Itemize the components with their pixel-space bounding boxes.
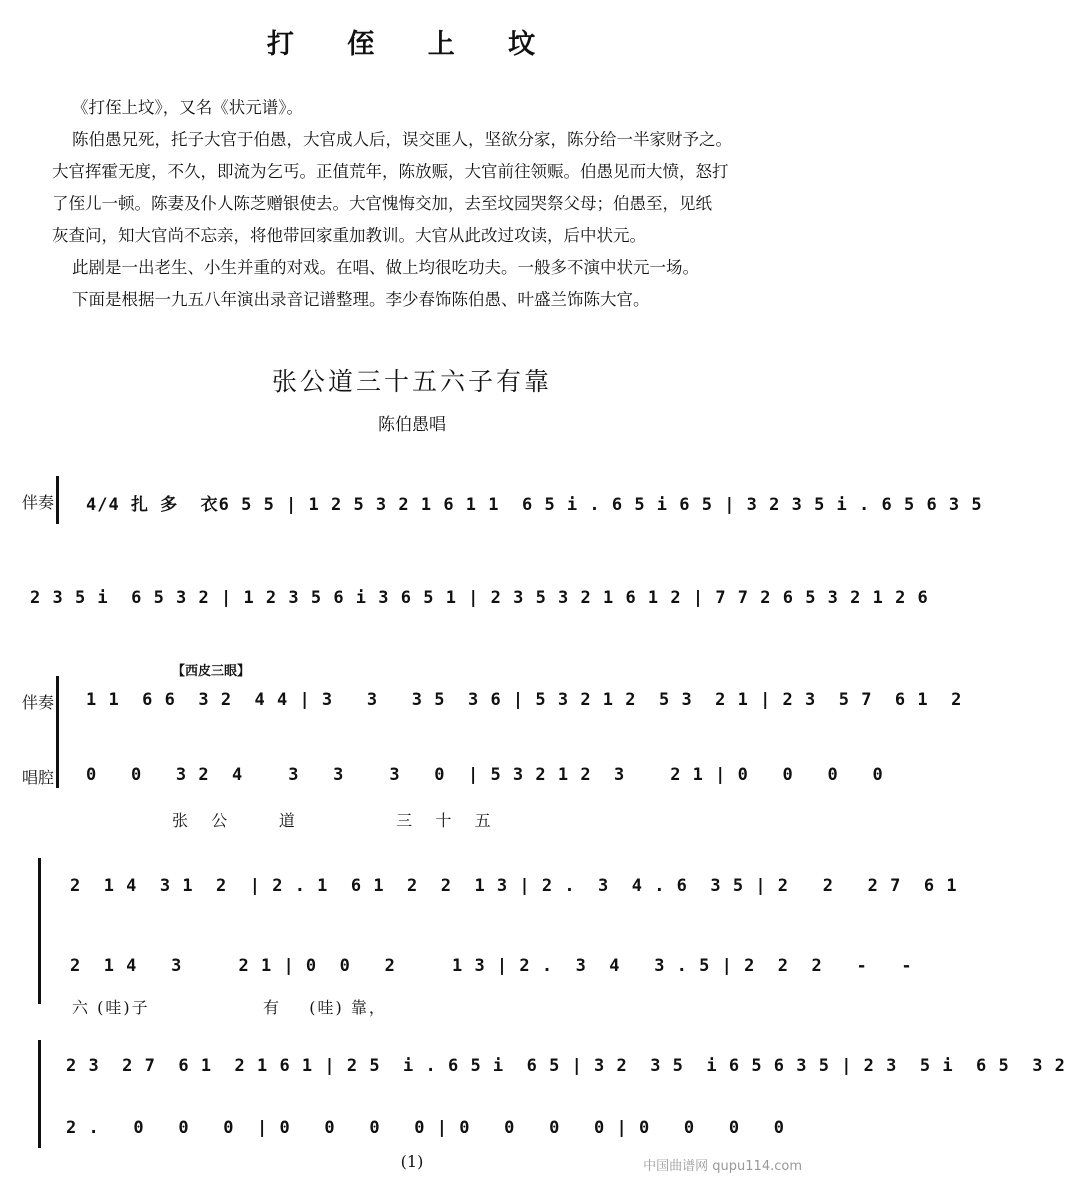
- score-line-4-accomp: 2 1 4 3 1 2 | 2 . 1 6 1 2 2 1 3 | 2 . 3 4 . 6 3 5 | 2 2 2 7 6 1: [70, 876, 958, 896]
- intro-text-notes: [72, 252, 792, 316]
- system-brace: [56, 676, 59, 788]
- accompaniment-label: 伴奏: [22, 493, 55, 512]
- intro-line: 了侄儿一顿。陈妻及仆人陈芝赠银使去。大官愧悔交加，去至坟园哭祭父母；伯愚至，见纸: [52, 194, 712, 213]
- intro-line: 此剧是一出老生、小生并重的对戏。在唱、做上均很吃功夫。一般多不演中状元一场。: [72, 258, 699, 277]
- system-brace: [38, 1040, 41, 1148]
- vocal-label: 唱腔: [22, 768, 55, 787]
- accompaniment-label: 伴奏: [22, 693, 55, 712]
- page-title: 打 侄 上 坟: [266, 29, 558, 60]
- intro-text-cont: [52, 156, 804, 252]
- score-line-3-accomp: 1 1 6 6 3 2 4 4 | 3 3 3 5 3 6 | 5 3 2 1 2 5 3 2 1 | 2 3 5 7 6 1 2: [86, 690, 963, 710]
- score-line-5-accomp: 2 3 2 7 6 1 2 1 6 1 | 2 5 i . 6 5 i 6 5 | 3 2 3 5 i 6 5 6 3 5 | 2 3 5 i 6 5 3 2: [66, 1056, 1066, 1076]
- singer-credit: 陈伯愚唱: [378, 415, 446, 435]
- score-line-3-vocal: 0 0 3 2 4 3 3 3 0 | 5 3 2 1 2 3 2 1 | 0 0 0 0: [86, 765, 884, 785]
- intro-line: 《打侄上坟》，又名《状元谱》。: [72, 98, 303, 117]
- intro-text: [72, 92, 792, 156]
- system-brace: [38, 858, 41, 1004]
- lyrics-line-1: 张 公 道 三 十 五: [172, 811, 493, 830]
- score-line-1: 4/4 扎 多 衣6 5 5 | 1 2 5 3 2 1 6 1 1 6 5 i . 6 5 i 6 5 | 3 2 3 5 i . 6 5 6 3 5: [86, 495, 983, 515]
- score-line-2: 2 3 5 i 6 5 3 2 | 1 2 3 5 6 i 3 6 5 1 | 2 3 5 3 2 1 6 1 2 | 7 7 2 6 5 3 2 1 2 6: [30, 588, 929, 608]
- section-marker: 【西皮三眼】: [172, 664, 251, 679]
- lyrics-line-2: 六 (哇)子 有 (哇) 靠，: [72, 998, 387, 1017]
- intro-line: 下面是根据一九五八年演出录音记谱整理。李少春饰陈伯愚、叶盛兰饰陈大官。: [72, 290, 650, 309]
- aria-title: 张公道三十五六子有靠: [271, 367, 552, 396]
- system-brace: [56, 476, 59, 524]
- page-number: (1): [400, 1152, 424, 1171]
- intro-line: 陈伯愚兄死，托子大官于伯愚，大官成人后，误交匪人，坚欲分家，陈分给一半家财予之。: [72, 130, 732, 149]
- watermark: 中国曲谱网 qupu114.com: [643, 1159, 802, 1174]
- score-line-5-vocal: 2 . 0 0 0 | 0 0 0 0 | 0 0 0 0 | 0 0 0 0: [66, 1118, 786, 1138]
- score-line-4-vocal: 2 1 4 3 2 1 | 0 0 2 1 3 | 2 . 3 4 3 . 5 | 2 2 2 - -: [70, 956, 913, 976]
- intro-line: 大官挥霍无度，不久，即流为乞丐。正值荒年，陈放赈，大官前往领赈。伯愚见而大愤，怒打: [52, 162, 729, 181]
- intro-line: 灰查问，知大官尚不忘亲，将他带回家重加教训。大官从此改过攻读，后中状元。: [52, 226, 646, 245]
